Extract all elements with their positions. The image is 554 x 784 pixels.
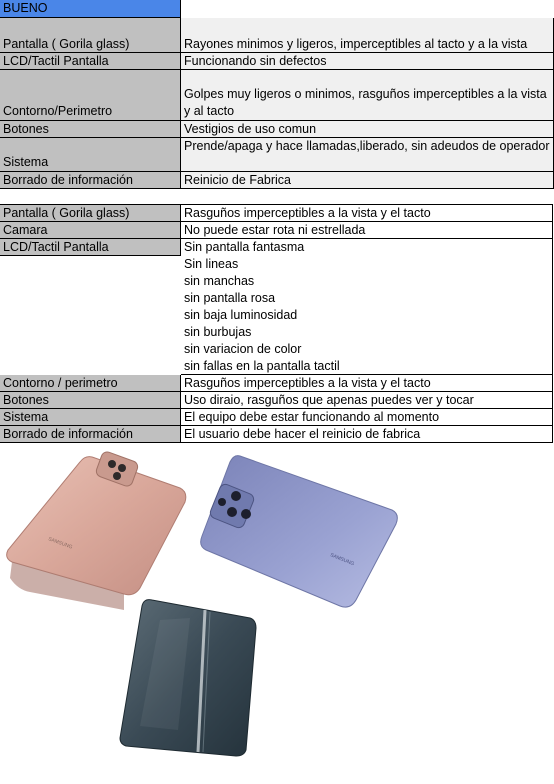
camera-lens-3 <box>113 472 121 480</box>
table2-value-camara: No puede estar rota ni estrellada <box>181 222 553 239</box>
table2-value-lcd: Sin pantalla fantasma <box>181 239 553 256</box>
camera-lens-b <box>231 491 241 501</box>
table2-value-manchas: sin manchas <box>181 273 553 290</box>
phones-photo <box>0 450 554 784</box>
table1-label-botones: Botones <box>0 121 181 138</box>
table2-label-borrado: Borrado de información <box>0 426 181 443</box>
table2-value-pantalla: Rasguños imperceptibles a la vista y el tacto <box>181 204 553 222</box>
camera-lens-c <box>227 507 237 517</box>
table2-label-botones: Botones <box>0 392 181 409</box>
table1-label-borrado: Borrado de información <box>0 172 181 189</box>
table1-value-borrado: Reinicio de Fabrica <box>181 172 554 189</box>
camera-lens-2 <box>118 464 126 472</box>
table1-label-lcd: LCD/Tactil Pantalla <box>0 53 181 70</box>
table2-value-rosa: sin pantalla rosa <box>181 290 553 307</box>
table2-label-contorno: Contorno / perimetro <box>0 375 181 392</box>
violet-brand-logo: SAMSUNG <box>329 552 355 568</box>
camera-lens-a <box>218 498 226 506</box>
table2-label-camara: Camara <box>0 222 181 239</box>
table2-value-burbujas: sin burbujas <box>181 324 553 341</box>
table2-label-sistema: Sistema <box>0 409 181 426</box>
violet-phone <box>201 456 398 608</box>
table1-value-contorno: Golpes muy ligeros o minimos, rasguños imperceptibles a la vista y al tacto <box>181 70 554 121</box>
camera-lens-1 <box>108 460 116 468</box>
table2-value-variacion: sin variacion de color <box>181 341 553 358</box>
grade-title: BUENO <box>0 0 181 18</box>
table1-label-contorno: Contorno/Perimetro <box>0 70 181 121</box>
table1-value-pantalla: Rayones minimos y ligeros, imperceptibles al tacto y a la vista <box>181 18 554 53</box>
table2-value-contorno: Rasguños imperceptibles a la vista y el tacto <box>181 375 553 392</box>
table1-label-pantalla: Pantalla ( Gorila glass) <box>0 18 181 53</box>
table2-label-pantalla: Pantalla ( Gorila glass) <box>0 204 181 222</box>
table2-value-tactil: sin fallas en la pantalla tactil <box>181 358 553 375</box>
table2-label-lcd: LCD/Tactil Pantalla <box>0 239 181 256</box>
table2-value-lineas: Sin lineas <box>181 256 553 273</box>
camera-lens-d <box>241 509 251 519</box>
table2-value-sistema: El equipo debe estar funcionando al momento <box>181 409 553 426</box>
table1-value-botones: Vestigios de uso comun <box>181 121 554 138</box>
table1-value-sistema: Prende/apaga y hace llamadas,liberado, sin adeudos de operador <box>181 138 554 172</box>
table2-value-botones: Uso diraio, rasguños que apenas puedes ver y tocar <box>181 392 553 409</box>
bronze-brand-logo: SAMSUNG <box>47 536 74 551</box>
table1-label-sistema: Sistema <box>0 138 181 172</box>
foldable-phone <box>120 600 256 756</box>
table2-value-borrado: El usuario debe hacer el reinicio de fabrica <box>181 426 553 443</box>
bronze-phone <box>7 450 186 610</box>
table2-value-luminosidad: sin baja luminosidad <box>181 307 553 324</box>
table1-value-lcd: Funcionando sin defectos <box>181 53 554 70</box>
